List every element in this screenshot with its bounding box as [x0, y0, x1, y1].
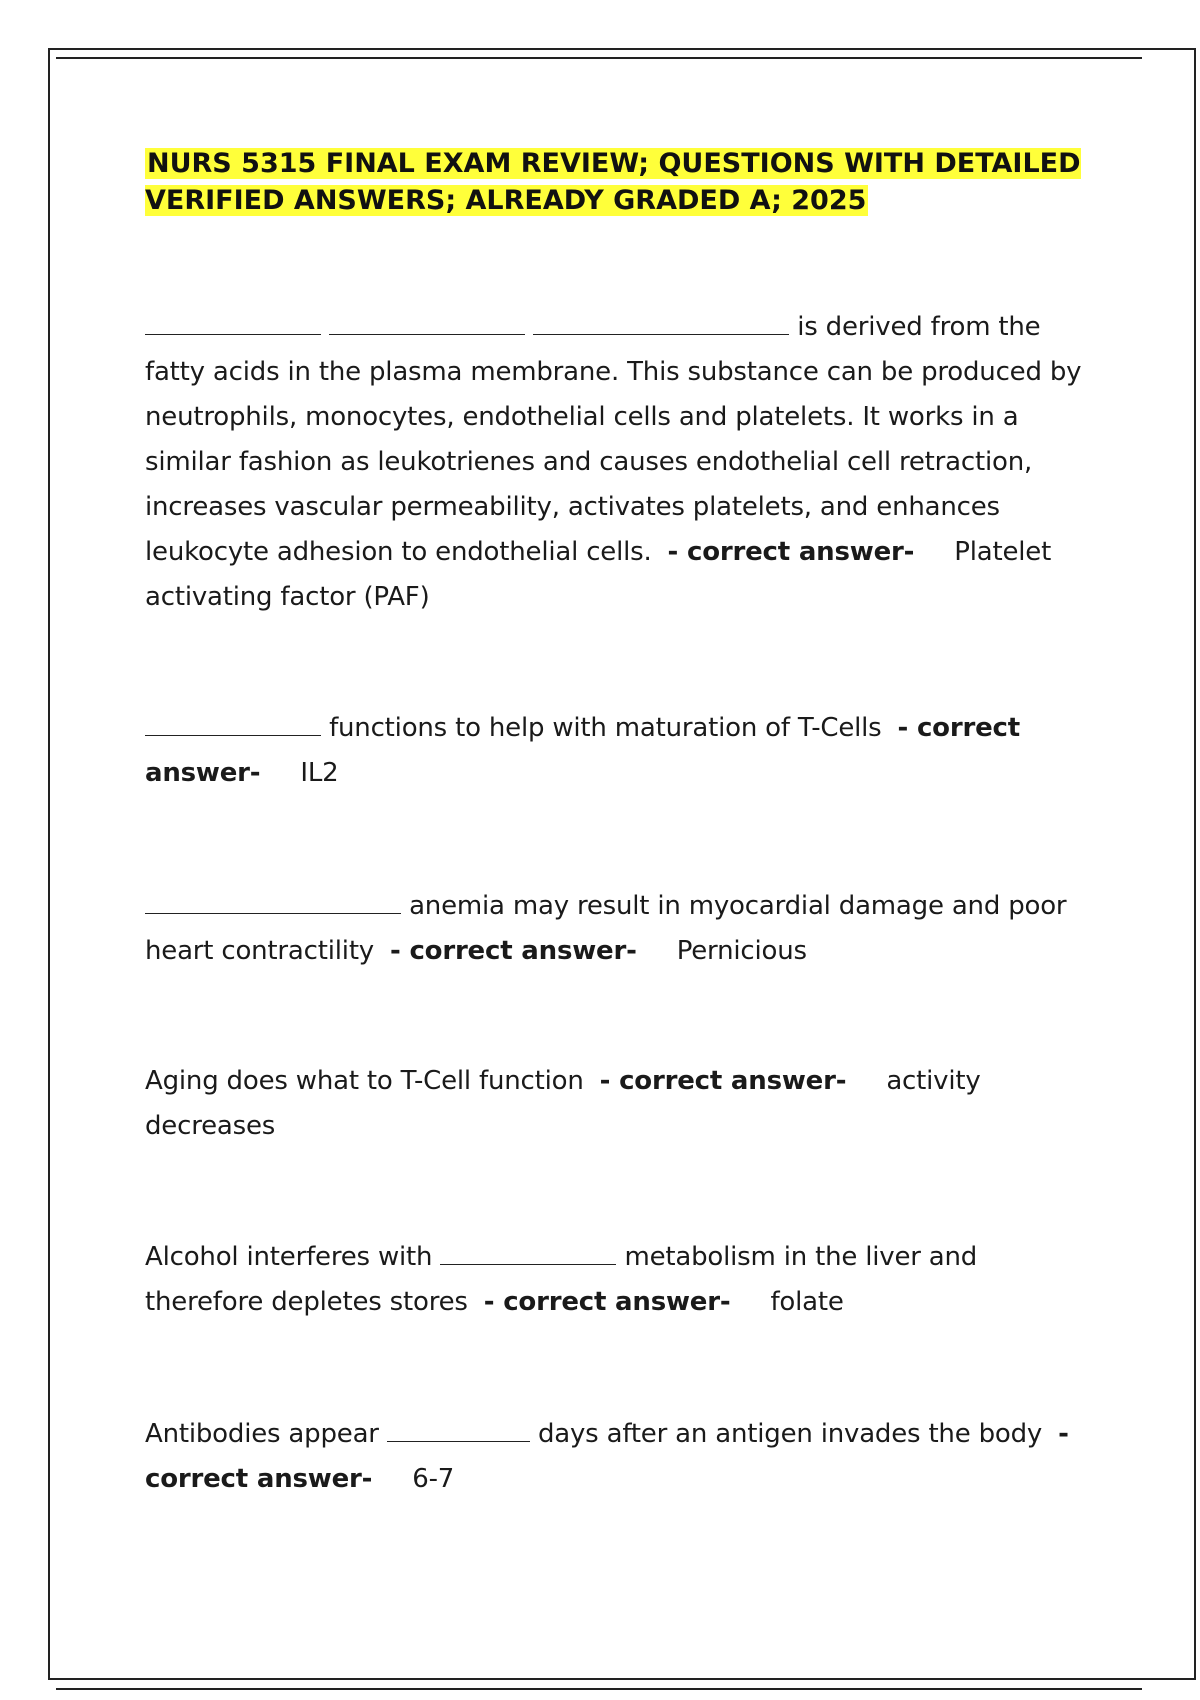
answer-text: activity decreases	[145, 1066, 981, 1141]
top-rule	[56, 57, 1142, 59]
qa-item-2	[145, 706, 1100, 796]
answer-blank	[387, 1415, 530, 1442]
question-text: metabolism in the liver and therefore depletes stores	[145, 1242, 978, 1317]
question-text: is derived from the fatty acids in the plasma membrane. This substance can be produced by neutrophils, monocytes, endothelial cells and platelets. It works in a similar fashion as leukotrienes and causes endothelial cell retraction, increases vascular permeability, activates platelets, and enhances leukocyte adhesion to endothelial cells.	[145, 312, 1082, 567]
qa-item-1	[145, 305, 1100, 620]
qa-item-4	[145, 1059, 1100, 1149]
question-text: days after an antigen invades the body	[537, 1419, 1043, 1449]
document-title	[145, 145, 1085, 219]
bottom-rule	[56, 1688, 1142, 1690]
answer-text: folate	[770, 1287, 844, 1317]
question-text: functions to help with maturation of T-Cells	[329, 713, 882, 743]
correct-answer-label: - correct answer-	[145, 713, 1020, 788]
document-title-text: NURS 5315 FINAL EXAM REVIEW; QUESTIONS WITH DETAILED VERIFIED ANSWERS; ALREADY GRADED A; 2025	[145, 148, 1081, 216]
answer-text: 6-7	[412, 1464, 455, 1494]
qa-item-6	[145, 1412, 1100, 1502]
answer-blank	[533, 308, 789, 335]
answer-text: Pernicious	[676, 936, 807, 966]
answer-blank	[329, 308, 525, 335]
question-text: anemia may result in myocardial damage and poor heart contractility	[145, 891, 1067, 966]
correct-answer-label: - correct answer-	[483, 1287, 731, 1317]
correct-answer-label: - correct answer-	[667, 537, 915, 567]
qa-item-3	[145, 884, 1100, 974]
answer-blank	[145, 308, 321, 335]
question-text: Aging does what to T-Cell function	[145, 1066, 584, 1096]
answer-text: IL2	[300, 758, 339, 788]
question-text: Antibodies appear	[145, 1419, 379, 1449]
correct-answer-label: - correct answer-	[390, 936, 637, 966]
answer-text: Platelet activating factor (PAF)	[145, 537, 1052, 612]
qa-item-5	[145, 1235, 1100, 1325]
answer-blank	[440, 1238, 616, 1265]
answer-blank	[145, 709, 321, 736]
answer-blank	[145, 887, 401, 914]
question-text: Alcohol interferes with	[145, 1242, 433, 1272]
correct-answer-label: - correct answer-	[145, 1419, 1069, 1494]
correct-answer-label: - correct answer-	[599, 1066, 847, 1096]
